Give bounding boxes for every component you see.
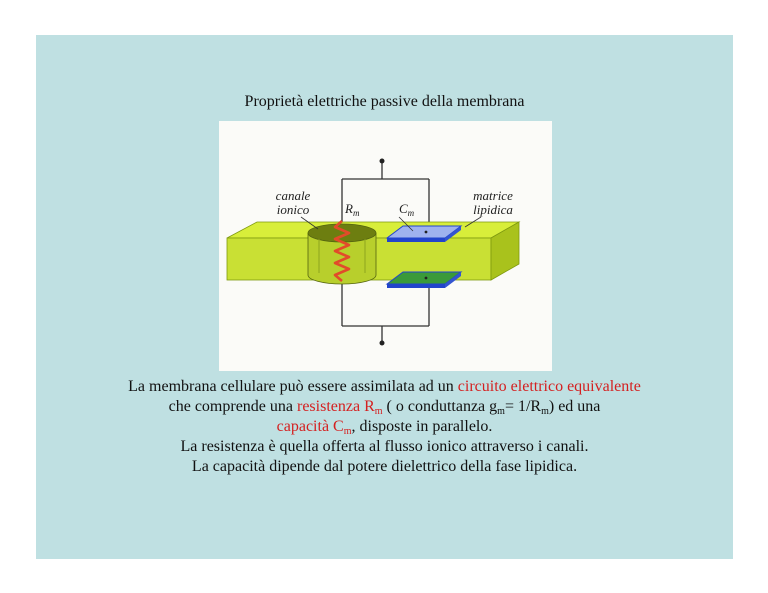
label-lipidica: lipidica	[473, 202, 513, 217]
label-ionico: ionico	[276, 202, 310, 217]
membrane-circuit-diagram	[219, 121, 552, 371]
top-terminal	[380, 159, 385, 164]
label-matrice: matrice	[473, 188, 513, 203]
slide	[36, 35, 733, 559]
body-line-4: La resistenza è quella offerta al flusso ionico attraverso i canali.	[180, 438, 589, 455]
body-line-5: La capacità dipende dal potere dielettrico della fase lipidica.	[191, 458, 578, 475]
label-canale: canale	[275, 188, 311, 203]
bottom-terminal	[380, 341, 385, 346]
label-capacitor: $C_m$	[399, 201, 415, 218]
slide-body-text	[36, 377, 733, 477]
body-line-1: La membrana cellulare può essere assimilata ad un circuito elettrico equivalente	[128, 378, 641, 395]
membrane-circuit-figure	[219, 121, 552, 371]
slide-title: Proprietà elettriche passive della membrana	[244, 93, 525, 110]
body-line-3: capacità $C_m$, disposte in parallelo.	[276, 418, 493, 437]
body-line-2: che comprende una resistenza $R_m$ ( o conduttanza $g_m= 1/R_m$) ed una	[168, 398, 601, 417]
label-resistor: $R_m$	[345, 201, 360, 218]
